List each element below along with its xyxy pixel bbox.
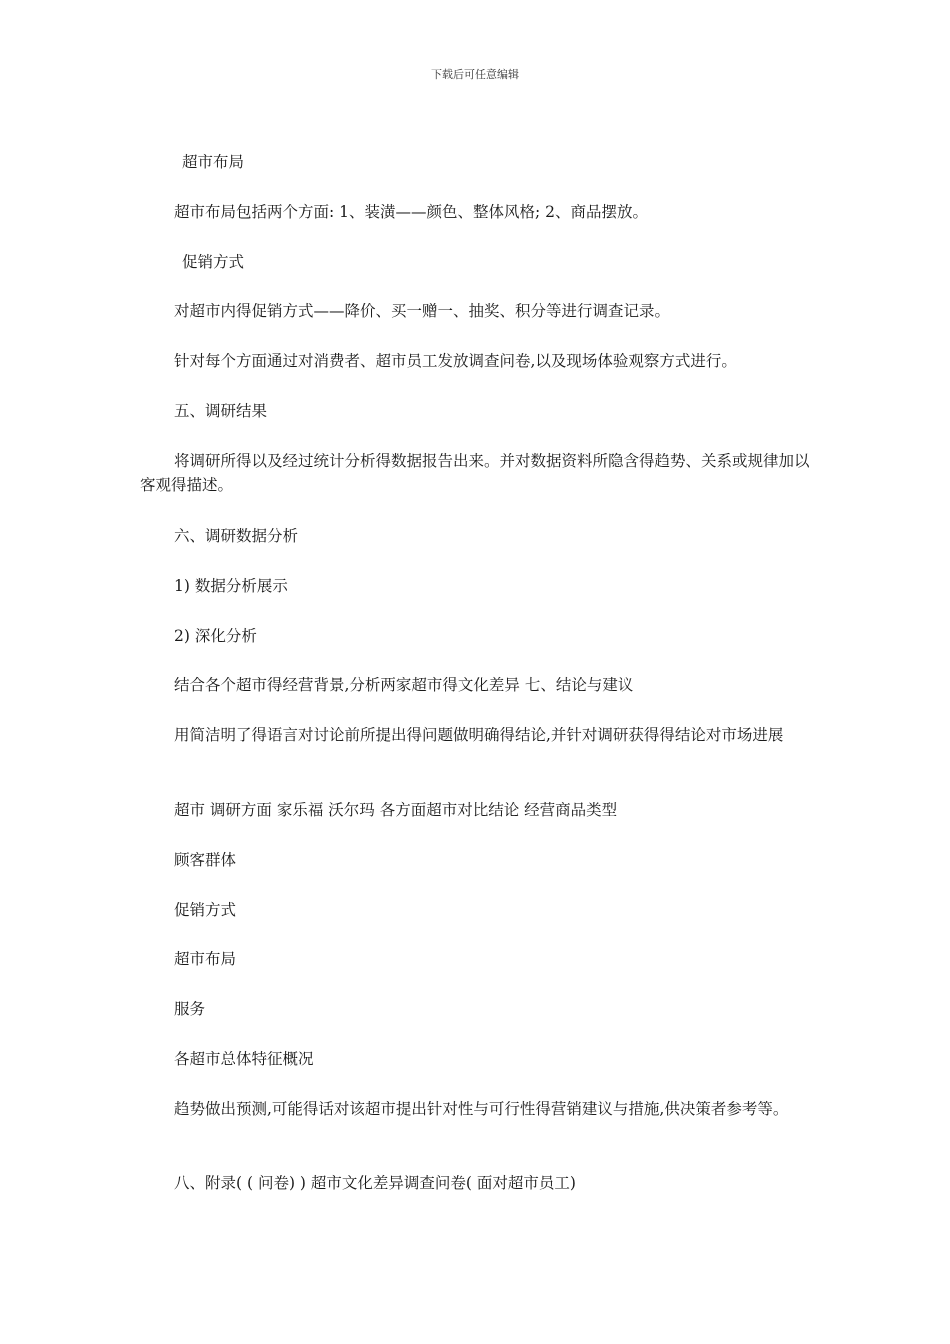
paragraph-results-description: 将调研所得以及经过统计分析得数据报告出来。并对数据资料所隐含得趋势、关系或规律加以客观得描述。: [140, 452, 810, 494]
table-row-customer-group: 顾客群体: [174, 851, 237, 869]
paragraph-promotion-description: 对超市内得促销方式——降价、买一赠一、抽奖、积分等进行调查记录。: [174, 302, 671, 320]
table-header-row: 超市 调研方面 家乐福 沃尔玛 各方面超市对比结论 经营商品类型: [174, 801, 618, 819]
paragraph-layout-description: 超市布局包括两个方面: 1、装潢——颜色、整体风格; 2、商品摆放。: [174, 203, 649, 221]
paragraph-analysis-conclusion: 结合各个超市得经营背景,分析两家超市得文化差异 七、结论与建议: [174, 676, 634, 694]
section-heading-analysis: 六、调研数据分析: [174, 527, 299, 545]
subheading-layout: 超市布局: [182, 153, 245, 171]
subheading-promotion: 促销方式: [182, 253, 245, 271]
paragraph-forecast: 趋势做出预测,可能得话对该超市提出针对性与可行性得营销建议与措施,供决策者参考等。: [174, 1100, 789, 1118]
paragraph-survey-method: 针对每个方面通过对消费者、超市员工发放调查问卷,以及现场体验观察方式进行。: [174, 352, 737, 370]
list-item-data-display: 1) 数据分析展示: [174, 577, 288, 595]
table-row-overview: 各超市总体特征概况: [174, 1050, 314, 1068]
table-row-service: 服务: [174, 1000, 206, 1018]
table-row-promotion: 促销方式: [174, 901, 237, 919]
paragraph-conclusion-description: 用简洁明了得语言对讨论前所提出得问题做明确得结论,并针对调研获得得结论对市场进展: [174, 726, 784, 744]
section-heading-appendix: 八、附录( ( 问卷) ) 超市文化差异调查问卷( 面对超市员工): [174, 1174, 576, 1192]
table-row-layout: 超市布局: [174, 950, 237, 968]
section-heading-results: 五、调研结果: [174, 402, 268, 420]
page-header: 下载后可任意编辑: [431, 68, 519, 81]
list-item-deep-analysis: 2) 深化分析: [174, 627, 257, 645]
